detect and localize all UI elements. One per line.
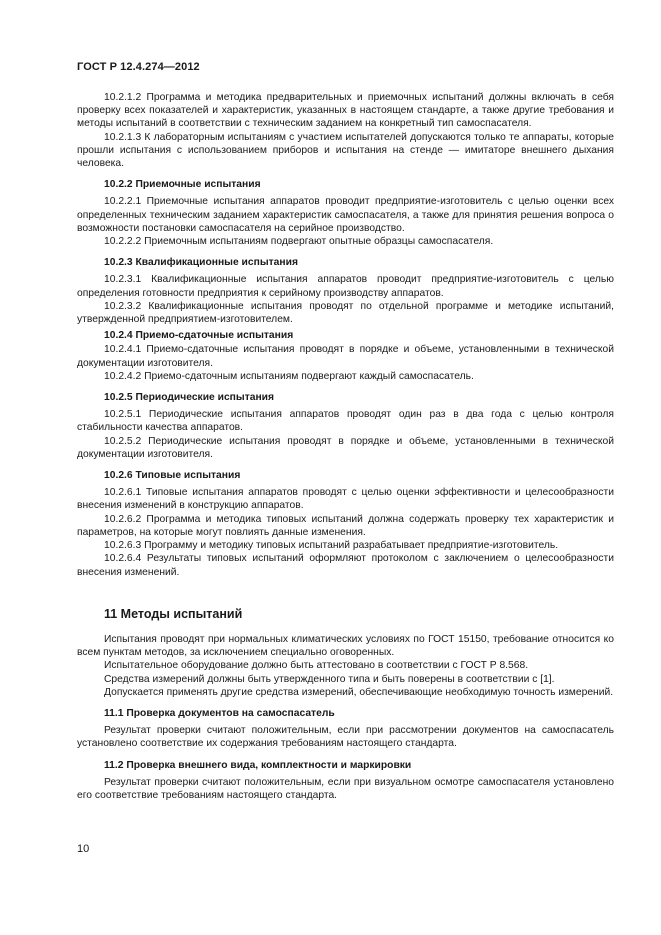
heading-11-1: 11.1 Проверка документов на самоспасатель <box>104 707 335 719</box>
paragraph-10-2-1-3: 10.2.1.3 К лабораторным испытаниям с участием испытателей допускаются только те аппараты, которые прошли испытания с использованием приборов и испытания на стенде — имитаторе внешнего дыхания человека. <box>77 131 614 170</box>
paragraph-10-2-3-1: 10.2.3.1 Квалификационные испытания аппаратов проводит предприятие-изготовитель с целью определения готовности предприятия к серийному производству аппаратов. <box>77 274 614 299</box>
paragraph-11-other-instruments: Допускается применять другие средства измерений, обеспечивающие необходимую точность измерений. <box>104 686 614 698</box>
paragraph-10-2-2-2: 10.2.2.2 Приемочным испытаниям подвергают опытные образцы самоспасателя. <box>104 236 494 248</box>
paragraph-10-2-4-2: 10.2.4.2 Приемо-сдаточным испытаниям подвергают каждый самоспасатель. <box>104 370 474 382</box>
paragraph-10-2-1-2: 10.2.1.2 Программа и методика предварительных и приемочных испытаний должны включать в себя проверку всех показателей и характеристик, указанных в настоящем стандарте, а также другие требования и методы испытаний в соответствии с техническим заданием на конкретный тип самоспасателя. <box>77 92 614 130</box>
paragraph-10-2-6-4: 10.2.6.4 Результаты типовых испытаний оформляют протоколом с заключением о целесообразности внесения изменений. <box>77 553 614 578</box>
paragraph-11-instruments: Средства измерений должны быть утвержденного типа и быть поверены в соответствии с [1]. <box>104 673 555 685</box>
paragraph-10-2-6-3: 10.2.6.3 Программу и методику типовых испытаний разрабатывает предприятие-изготовитель. <box>104 540 559 552</box>
heading-10-2-3: 10.2.3 Квалификационные испытания <box>104 257 298 269</box>
heading-10-2-4: 10.2.4 Приемо-сдаточные испытания <box>104 330 294 342</box>
paragraph-11-conditions: Испытания проводят при нормальных климатических условиях по ГОСТ 15150, требование относится ко всем пунктам методов, за исключением специально оговоренных. <box>77 633 614 659</box>
paragraph-10-2-3-2: 10.2.3.2 Квалификационные испытания проводят по отдельной программе и методике испытаний, утвержденной предприятием-изготовителем. <box>77 300 614 326</box>
paragraph-10-2-4-1: 10.2.4.1 Приемо-сдаточные испытания проводят в порядке и объеме, установленными в технической документации изготовителя. <box>77 344 614 369</box>
paragraph-11-2: Результат проверки считают положительным, если при визуальном осмотре самоспасателя установлено его соответствие требованиям настоящего стандарта. <box>77 776 614 801</box>
paragraph-10-2-6-2: 10.2.6.2 Программа и методика типовых испытаний должна содержать проверку тех характеристик и параметров, на которые могут повлиять данные изменения. <box>77 513 614 538</box>
paragraph-11-1: Результат проверки считают положительным, если при рассмотрении документов на самоспасатель установлено соответствие их содержания требованиям настоящего стандарта. <box>77 725 614 750</box>
document-header-code: ГОСТ Р 12.4.274—2012 <box>77 61 200 73</box>
paragraph-10-2-2-1: 10.2.2.1 Приемочные испытания аппаратов проводит предприятие-изготовитель с целью оценки всех определенных техническим заданием характеристик самоспасателя, а также для принятия решения вопроса о возможности постановки самоспасателя на серийное производство. <box>77 196 614 234</box>
paragraph-10-2-5-1: 10.2.5.1 Периодические испытания аппаратов проводят один раз в два года с целью контроля стабильности качества аппаратов. <box>77 409 614 434</box>
section-heading-11: 11 Методы испытаний <box>104 606 243 621</box>
paragraph-10-2-6-1: 10.2.6.1 Типовые испытания аппаратов проводят с целью оценки эффективности и целесообразности внесения изменений в конструкцию аппаратов. <box>77 487 614 512</box>
document-body <box>77 91 614 802</box>
heading-11-2: 11.2 Проверка внешнего вида, комплектности и маркировки <box>104 759 412 771</box>
heading-10-2-2: 10.2.2 Приемочные испытания <box>104 179 261 191</box>
heading-10-2-6: 10.2.6 Типовые испытания <box>104 470 241 482</box>
page-number: 10 <box>77 843 90 855</box>
heading-10-2-5: 10.2.5 Периодические испытания <box>104 392 275 404</box>
paragraph-11-equipment: Испытательное оборудование должно быть аттестовано в соответствии с ГОСТ Р 8.568. <box>104 660 529 672</box>
paragraph-10-2-5-2: 10.2.5.2 Периодические испытания проводят в порядке и объеме, установленными в технической документации изготовителя. <box>77 435 614 460</box>
